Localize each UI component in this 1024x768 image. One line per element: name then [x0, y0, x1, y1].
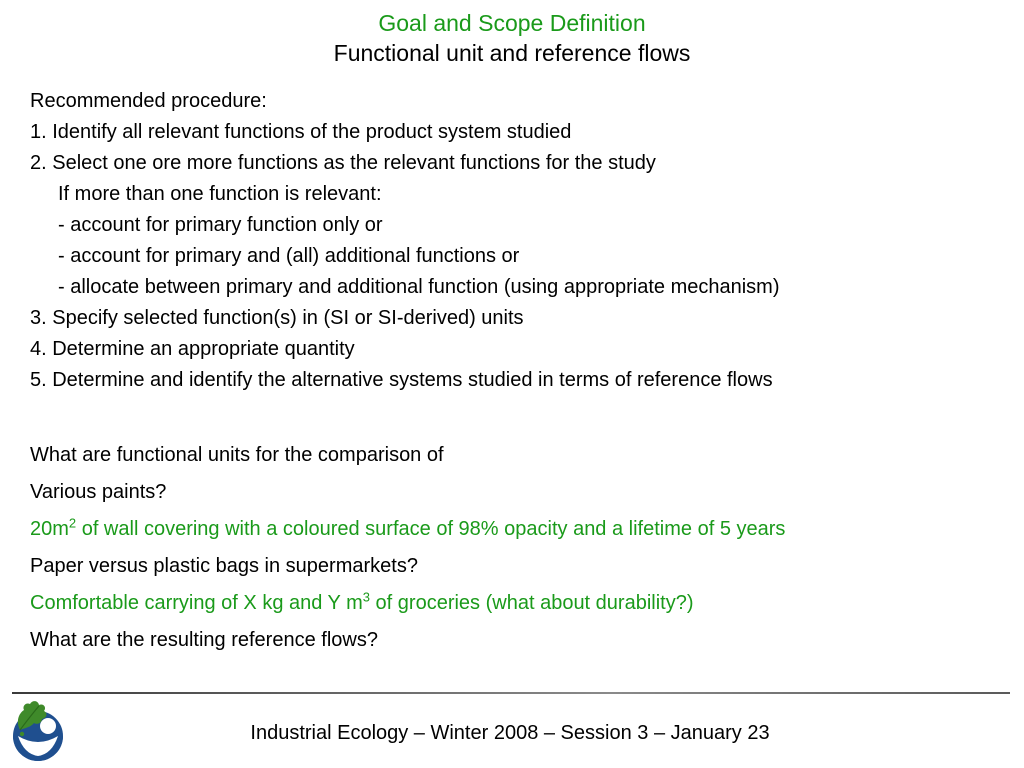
questions-block — [30, 437, 1010, 659]
procedure-step-1: 1. Identify all relevant functions of the product system studied — [30, 121, 572, 143]
bags-question: Paper versus plastic bags in supermarkets? — [30, 555, 418, 577]
procedure-heading: Recommended procedure: — [30, 90, 267, 112]
procedure-list — [30, 86, 1010, 396]
title-block — [0, 8, 1024, 68]
slide-title: Goal and Scope Definition — [378, 10, 646, 36]
procedure-step-4: 4. Determine an appropriate quantity — [30, 338, 355, 360]
procedure-substep-intro: If more than one function is relevant: — [58, 183, 382, 205]
procedure-step-2: 2. Select one ore more functions as the relevant functions for the study — [30, 152, 656, 174]
footer-divider — [12, 692, 1010, 694]
procedure-substep-a: - account for primary function only or — [58, 214, 383, 236]
paints-answer-prefix: 20m — [30, 518, 69, 540]
bags-answer-prefix: Comfortable carrying of X kg and Y m — [30, 592, 363, 614]
bags-answer-exponent: 3 — [362, 589, 370, 605]
procedure-step-3: 3. Specify selected function(s) in (SI or SI-derived) units — [30, 307, 524, 329]
bags-answer — [30, 585, 1010, 622]
oak-leaf-globe-logo-icon — [6, 696, 70, 764]
closing-question: What are the resulting reference flows? — [30, 629, 378, 651]
procedure-substep-c: - allocate between primary and additional function (using appropriate mechanism) — [58, 276, 780, 298]
slide-subtitle: Functional unit and reference flows — [333, 40, 691, 66]
paints-answer — [30, 511, 1010, 548]
footer-text: Industrial Ecology – Winter 2008 – Session 3 – January 23 — [250, 722, 770, 744]
procedure-step-5: 5. Determine and identify the alternative systems studied in terms of reference flows — [30, 369, 773, 391]
paints-answer-exponent: 2 — [68, 515, 77, 531]
procedure-substep-b: - account for primary and (all) additional functions or — [58, 245, 520, 267]
paints-question: Various paints? — [30, 481, 167, 503]
questions-intro: What are functional units for the comparison of — [30, 444, 444, 466]
bags-answer-rest: of groceries (what about durability?) — [370, 592, 694, 614]
paints-answer-rest: of wall covering with a coloured surface of 98% opacity and a lifetime of 5 years — [76, 518, 786, 540]
